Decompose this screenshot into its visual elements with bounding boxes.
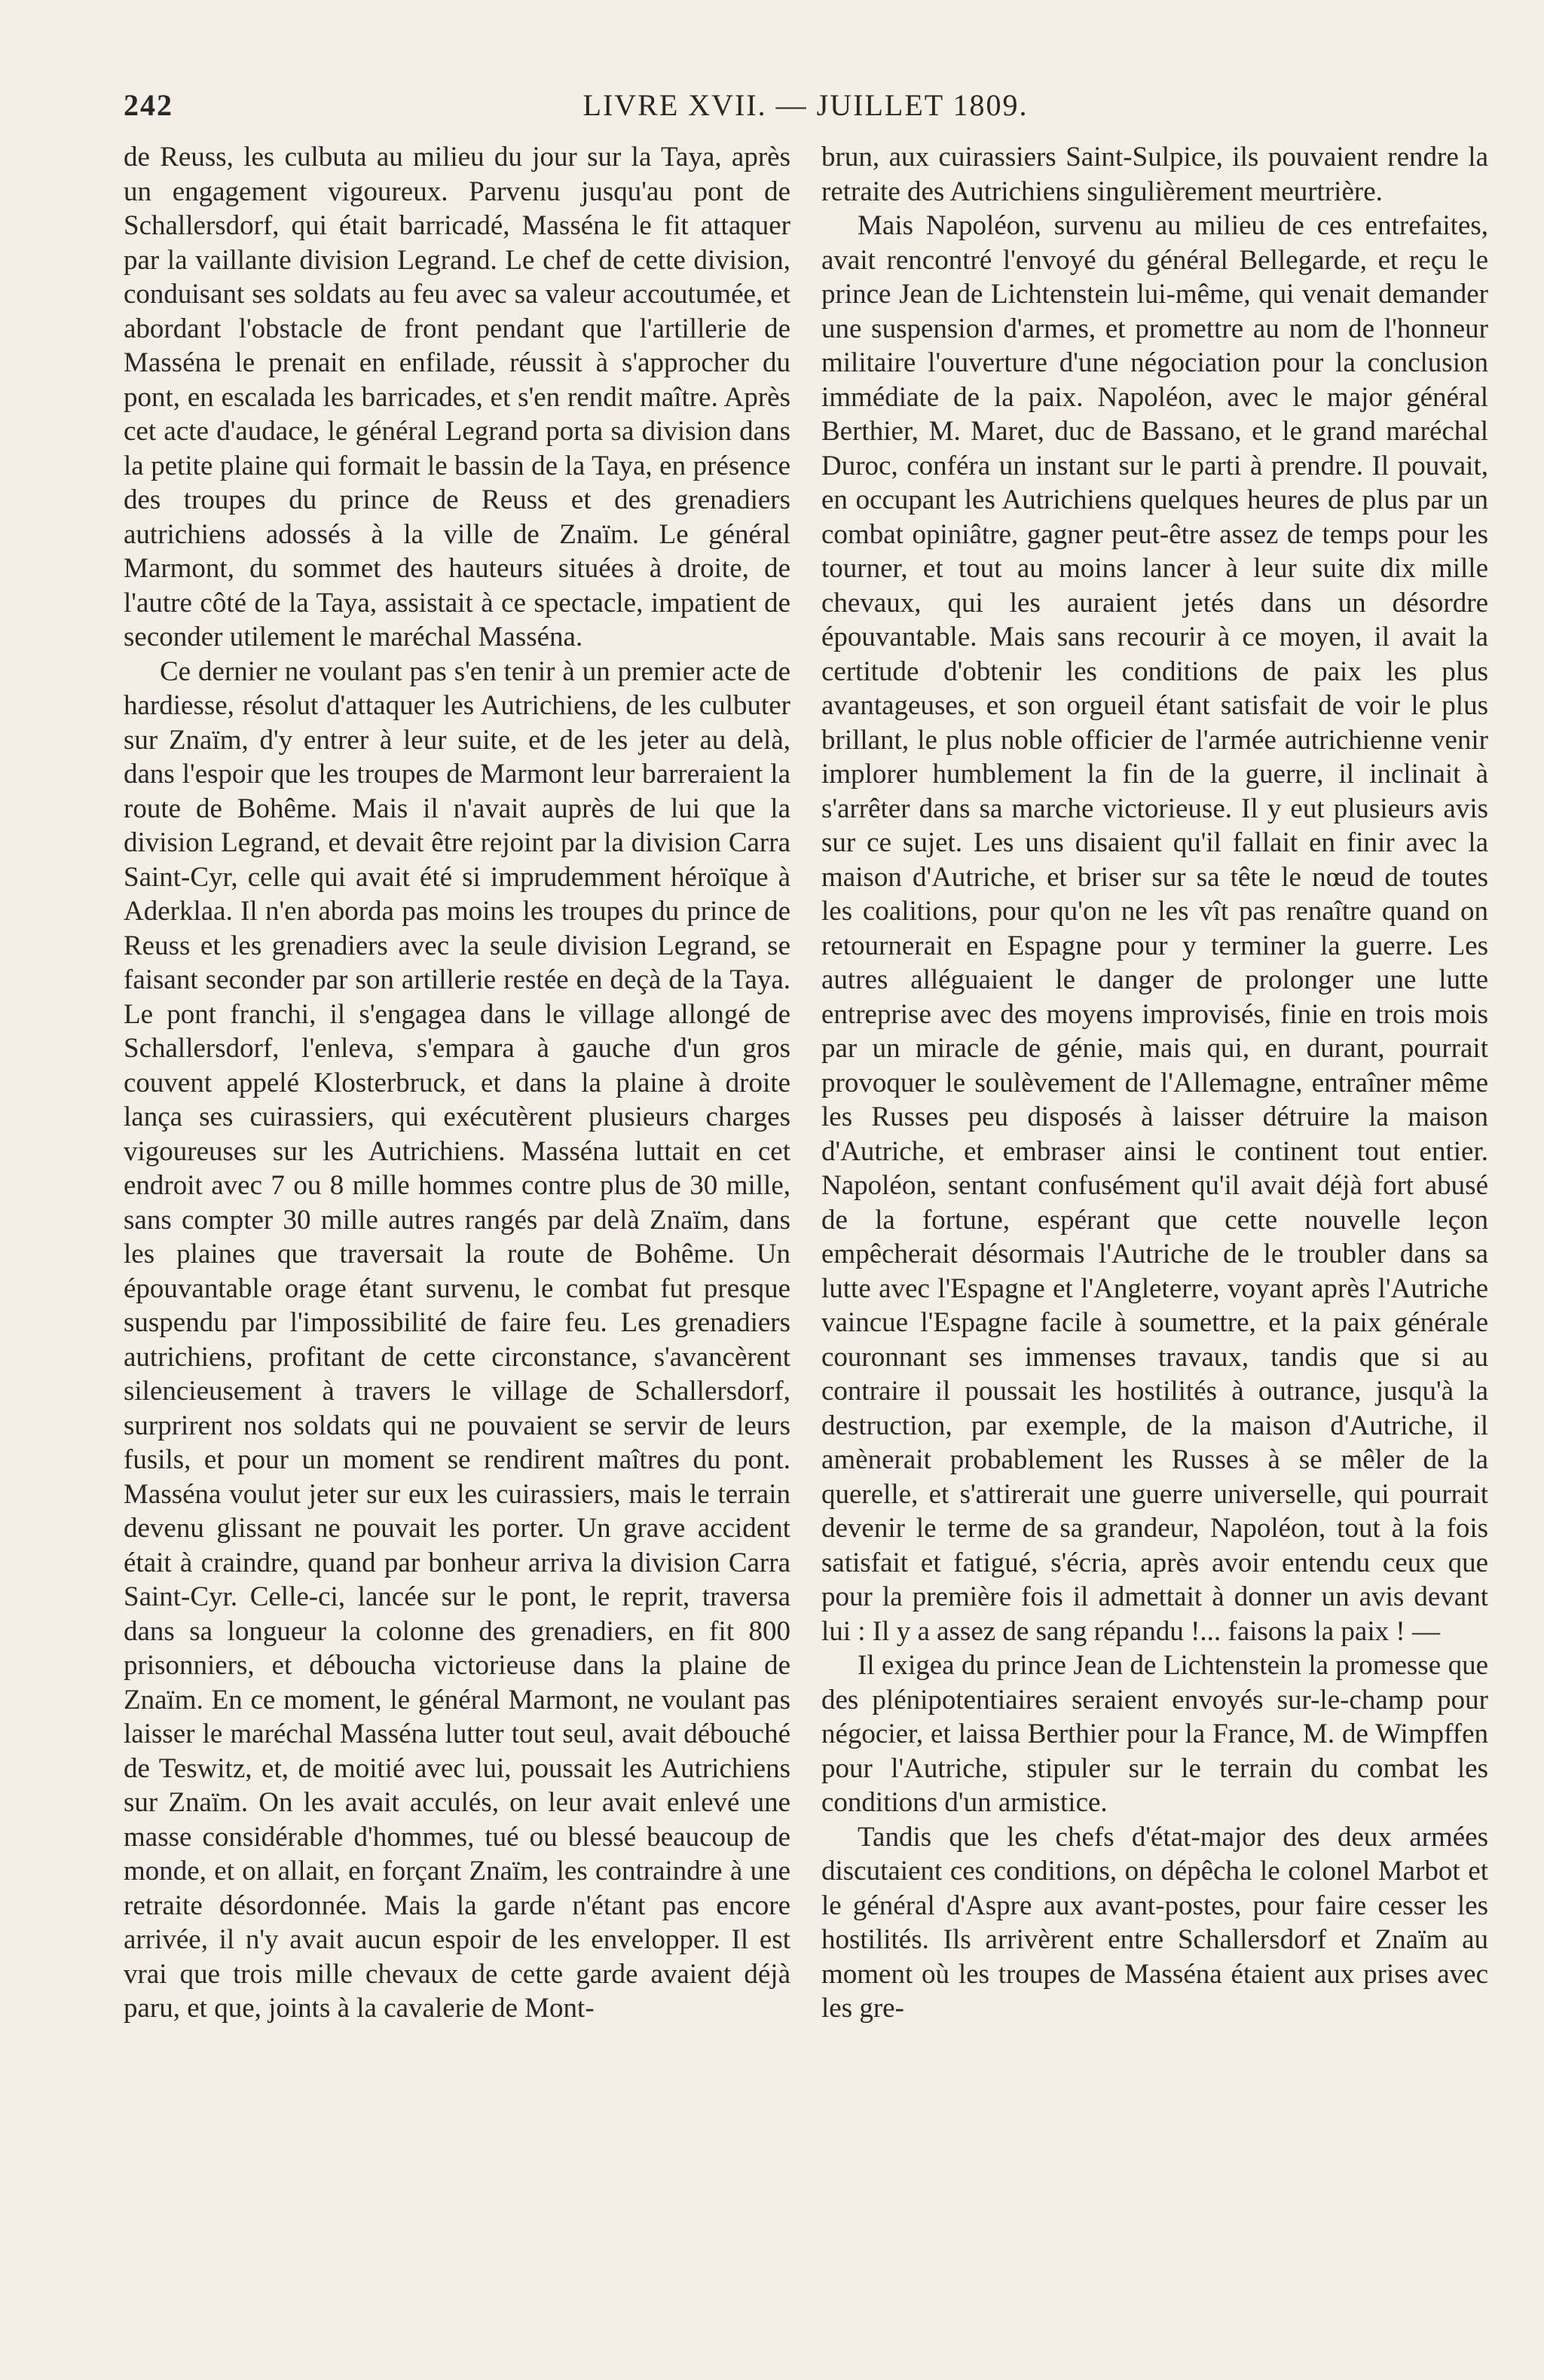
right-column: [821, 140, 1488, 2340]
page-number: 242: [124, 88, 173, 122]
paragraph: Ce dernier ne voulant pas s'en tenir à un premier acte de hardiesse, résolut d'attaquer les Autrichiens, de les culbuter sur Znaïm, d'y entrer à leur suite, et de les jeter au delà, dans l'espoir que les troupes de Marmont leur barreraient la route de Bohême. Mais il n'avait auprès de lui que la division Legrand, et devait être rejoint par la division Carra Saint-Cyr, celle qui avait été si imprudemment héroïque à Aderklaa. Il n'en aborda pas moins les troupes du prince de Reuss et les grenadiers avec la seule division Legrand, se faisant seconder par son artillerie restée en deçà de la Taya. Le pont franchi, il s'engagea dans le village allongé de Schallersdorf, l'enleva, s'empara à gauche d'un gros couvent appelé Klosterbruck, et dans la plaine à droite lança ses cuirassiers, qui exécutèrent plusieurs charges vigoureuses sur les Autrichiens. Masséna luttait en cet endroit avec 7 ou 8 mille hommes contre plus de 30 mille, sans compter 30 mille autres rangés par delà Znaïm, dans les plaines que traversait la route de Bohême. Un épouvantable orage étant survenu, le combat fut presque suspendu par l'impossibilité de faire feu. Les grenadiers autrichiens, profitant de cette circonstance, s'avancèrent silencieusement à travers le village de Schallersdorf, surprirent nos soldats qui ne pouvaient se servir de leurs fusils, et pour un moment se rendirent maîtres du pont. Masséna voulut jeter sur eux les cuirassiers, mais le terrain devenu glissant ne pouvait les porter. Un grave accident était à craindre, quand par bonheur arriva la division Carra Saint-Cyr. Celle-ci, lancée sur le pont, le reprit, traversa dans sa longueur la colonne des grenadiers, en fit 800 prisonniers, et déboucha victorieuse dans la plaine de Znaïm. En ce moment, le général Marmont, ne voulant pas laisser le maréchal Masséna lutter tout seul, avait débouché de Teswitz, et, de moitié avec lui, poussait les Autrichiens sur Znaïm. On les avait acculés, on leur avait enlevé une masse considérable d'hommes, tué ou blessé beaucoup de monde, et on allait, en forçant Znaïm, les contraindre à une retraite désordonnée. Mais la garde n'étant pas encore arrivée, il n'y avait aucun espoir de les envelopper. Il est vrai que trois mille chevaux de cette garde avaient déjà paru, et que, joints à la cavalerie de Mont-: [124, 655, 790, 2024]
left-column: [124, 140, 790, 2340]
paragraph: Il exigea du prince Jean de Lichtenstein la promesse que des plénipotentiaires seraient envoyés sur-le-champ pour négocier, et laissa Berthier pour la France, M. de Wimpffen pour l'Autriche, stipuler sur le terrain du combat les conditions d'un armistice.: [821, 1650, 1488, 1818]
paragraph: de Reuss, les culbuta au milieu du jour sur la Taya, après un engagement vigoureux. Parvenu jusqu'au pont de Schallersdorf, qui était barricadé, Masséna le fit attaquer par la vaillante division Legrand. Le chef de cette division, conduisant ses soldats au feu avec sa valeur accoutumée, et abordant l'obstacle de front pendant que l'artillerie de Masséna le prenait en enfilade, réussit à s'approcher du pont, en escalada les barricades, et s'en rendit maître. Après cet acte d'audace, le général Legrand porta sa division dans la petite plaine qui formait le bassin de la Taya, en présence des troupes du prince de Reuss et des grenadiers autrichiens adossés à la ville de Znaïm. Le général Marmont, du sommet des hauteurs situées à droite, de l'autre côté de la Taya, assistait à ce spectacle, impatient de seconder utilement le maréchal Masséna.: [124, 142, 790, 652]
paragraph: Tandis que les chefs d'état-major des deux armées discutaient ces conditions, on dépêcha le colonel Marbot et le général d'Aspre aux avant-postes, pour faire cesser les hostilités. Ils arrivèrent entre Schallersdorf et Znaïm au moment où les troupes de Masséna étaient aux prises avec les gre-: [821, 1821, 1488, 2024]
paragraph: Mais Napoléon, survenu au milieu de ces entrefaites, avait rencontré l'envoyé du général Bellegarde, et reçu le prince Jean de Lichtenstein lui-même, qui venait demander une suspension d'armes, et promettre au nom de l'honneur militaire l'ouverture d'une négociation pour la conclusion immédiate de la paix. Napoléon, avec le major général Berthier, M. Maret, duc de Bassano, et le grand maréchal Duroc, conféra un instant sur le parti à prendre. Il pouvait, en occupant les Autrichiens quelques heures de plus par un combat opiniâtre, gagner peut-être assez de temps pour les tourner, et tout au moins lancer à leur suite dix mille chevaux, qui les auraient jetés dans un désordre épouvantable. Mais sans recourir à ce moyen, il avait la certitude d'obtenir les conditions de paix les plus avantageuses, et son orgueil étant satisfait de voir le plus brillant, le plus noble officier de l'armée autrichienne venir implorer humblement la fin de la guerre, il inclinait à s'arrêter dans sa marche victorieuse. Il y eut plusieurs avis sur ce sujet. Les uns disaient qu'il fallait en finir avec la maison d'Autriche, et briser sur sa tête le nœud de toutes les coalitions, pour qu'on ne les vît pas renaître quand on retournerait en Espagne pour y terminer la guerre. Les autres alléguaient le danger de prolonger une lutte entreprise avec des moyens improvisés, finie en trois mois par un miracle de génie, mais qui, en durant, pourrait provoquer le soulèvement de l'Allemagne, entraîner même les Russes peu disposés à laisser détruire la maison d'Autriche, et embraser ainsi le continent tout entier. Napoléon, sentant confusément qu'il avait déjà fort abusé de la fortune, espérant que cette nouvelle leçon empêcherait désormais l'Autriche de le troubler dans sa lutte avec l'Espagne et l'Angleterre, voyant après l'Autriche vaincue l'Espagne facile à soumettre, et la paix générale couronnant ses immenses travaux, tandis que si au contraire il poussait les hostilités à outrance, jusqu'à la destruction, par exemple, de la maison d'Autriche, il amènerait probablement les Russes à se mêler de la querelle, et s'attirerait une guerre universelle, qui pourrait devenir le terme de sa grandeur, Napoléon, tout à la fois satisfait et fatigué, s'écria, après avoir entendu ceux que pour la première fois il admettait à donner un avis devant lui : Il y a assez de sang répandu !... faisons la paix ! —: [821, 210, 1488, 1647]
running-title: LIVRE XVII. — JUILLET 1809.: [582, 88, 1029, 122]
paragraph: brun, aux cuirassiers Saint-Sulpice, ils pouvaient rendre la retraite des Autrichiens singulièrement meurtrière.: [821, 142, 1488, 207]
page-header: [124, 87, 1487, 133]
